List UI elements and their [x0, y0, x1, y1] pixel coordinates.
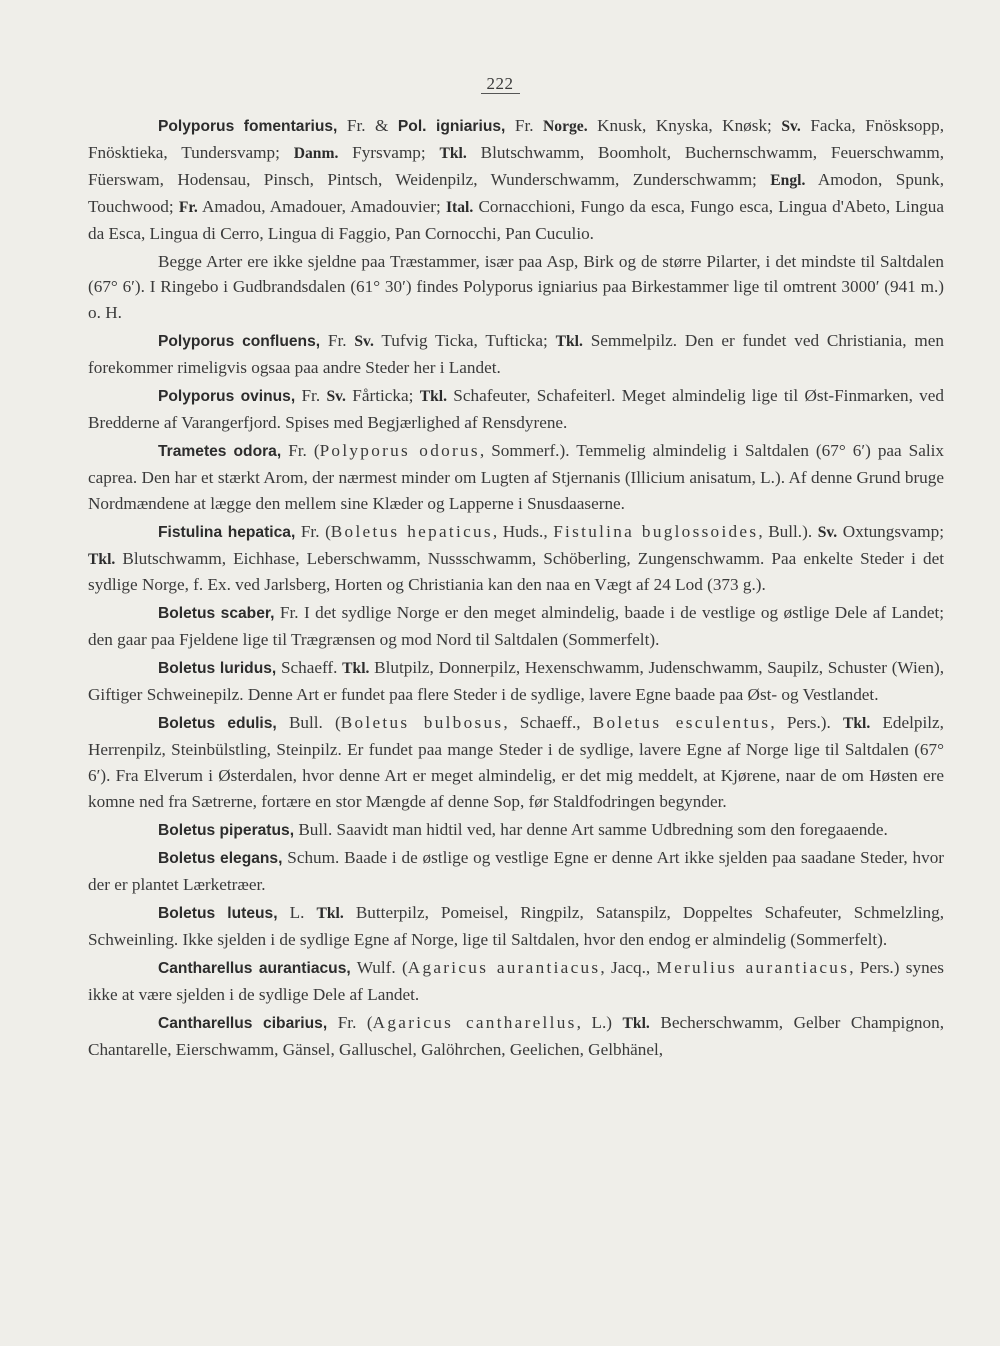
paragraph: Polyporus ovinus, Fr. Sv. Fårticka; Tkl. Schafeuter, Schafeiterl. Meget almindelig lige til Øst-Finmarken, ved Bredderne af Varangerfjord. Spises med Begjærlighed af Rensdyrene. — [88, 386, 945, 432]
paragraph: Boletus piperatus, Bull. Saavidt man hidtil ved, har denne Art samme Udbredning som den foregaaende. — [158, 819, 888, 839]
body-text — [88, 113, 944, 1065]
paragraph: Polyporus fomentarius, Fr. & Pol. igniarius, Fr. Norge. Knusk, Knyska, Knøsk; Sv. Facka, Fnösksopp, Fnösktieka, Tundersvamp; Danm. Fyrsvamp; Tkl. Blutschwamm, Boomholt, Buchernschwamm, Feuerschwamm, Füerswam, Hodensau, Pinsch, Pintsch, Weidenpilz, Wunderschwamm, Zunderschwamm; Engl. Amodon, Spunk, Touchwood; Fr. Amadou, Amadouer, Amadouvier; Ital. Cornacchioni, Fungo da esca, Fungo esca, Lingua d'Abeto, Lingua da Esca, Lingua di Cerro, Lingua di Faggio, Pan Cornocchi, Pan Cuculio. — [88, 116, 945, 243]
paragraph: Cantharellus aurantiacus, Wulf. (Agaricus aurantiacus, Jacq., Merulius aurantiacus, Pers.) synes ikke at være sjelden i de sydlige Dele af Landet. — [88, 958, 944, 1004]
paragraph: Fistulina hepatica, Fr. (Boletus hepaticus, Huds., Fistulina buglossoides, Bull.). Sv. Oxtungsvamp; Tkl. Blutschwamm, Eichhase, Leberschwamm, Nussschwamm, Schöberling, Zungenschwamm. Paa enkelte Steder i det sydlige Norge, f. Ex. ved Jarlsberg, Horten og Christiania kan den naa en Vægt af 24 Lod (373 g.). — [88, 521, 944, 595]
paragraph: Boletus luteus, L. Tkl. Butterpilz, Pomeisel, Ringpilz, Satanspilz, Doppeltes Schafeuter, Schmelzling, Schweinling. Ikke sjelden i de sydlige Egne af Norge, lige til Saltdalen, hvor den endog er almindelig (Sommerfelt). — [88, 903, 944, 950]
paragraph: Begge Arter ere ikke sjeldne paa Træstammer, især paa Asp, Birk og de større Pilarter, i det mindste til Saltdalen (67° 6′). I Ringebo i Gudbrandsdalen (61° 30′) findes Polyporus igniarius paa Birkestammer lige til omtrent 3000′ (941 m.) o. H. — [88, 251, 944, 323]
paragraph: Trametes odora, Fr. (Polyporus odorus, Sommerf.). Temmelig almindelig i Saltdalen (67° 6′) paa Salix caprea. Den har et stærkt Arom, der nærmest minder om Lugten af Stjernanis (Illicium anisatum, L.). Af denne Grund bruge Nordmændene at lægge den mellem sine Klæder og Lapperne i Snusdaaserne. — [88, 440, 945, 513]
paragraph: Boletus elegans, Schum. Baade i de østlige og vestlige Egne er denne Art ikke sjelden paa saadane Steder, hvor der er plantet Lærketræer. — [88, 848, 945, 895]
page-number: 222 — [0, 74, 1000, 94]
paragraph: Boletus scaber, Fr. I det sydlige Norge er den meget almindelig, baade i de vestlige og østlige Dele af Landet; den gaar paa Fjeldene lige til Trægrænsen og mod Nord til Saltdalen (Sommerfelt). — [88, 603, 944, 650]
paragraph: Boletus edulis, Bull. (Boletus bulbosus, Schaeff., Boletus esculentus, Pers.). Tkl. Edelpilz, Herrenpilz, Steinbülstling, Steinpilz. Er fundet paa mange Steder i de sydlige, lavere Egne af Norge lige til Saltdalen (67° 6′). Fra Elverum i Østerdalen, hvor denne Art er meget almindelig, er det mig meddelt, at Kjørene, naar de om Høsten ere komne ned fra Sætrerne, fortære en stor Mængde af denne Sop, før Staldfodringen begynder. — [88, 712, 944, 811]
paragraph: Polyporus confluens, Fr. Sv. Tufvig Ticka, Tufticka; Tkl. Semmelpilz. Den er fundet ved Christiania, men forekommer rimeligvis ogsaa paa andre Steder her i Landet. — [88, 331, 944, 378]
paragraph: Boletus luridus, Schaeff. Tkl. Blutpilz, Donnerpilz, Hexenschwamm, Judenschwamm, Saupilz, Schuster (Wien), Giftiger Schweinepilz. Denne Art er fundet paa flere Steder i de sydlige, lavere Egne baade paa Øst- og Vestlandet. — [88, 658, 944, 705]
paragraph: Cantharellus cibarius, Fr. (Agaricus cantharellus, L.) Tkl. Becherschwamm, Gelber Champignon, Chantarelle, Eierschwamm, Gänsel, Galluschel, Galöhrchen, Geelichen, Gelbhänel, — [88, 1012, 944, 1059]
